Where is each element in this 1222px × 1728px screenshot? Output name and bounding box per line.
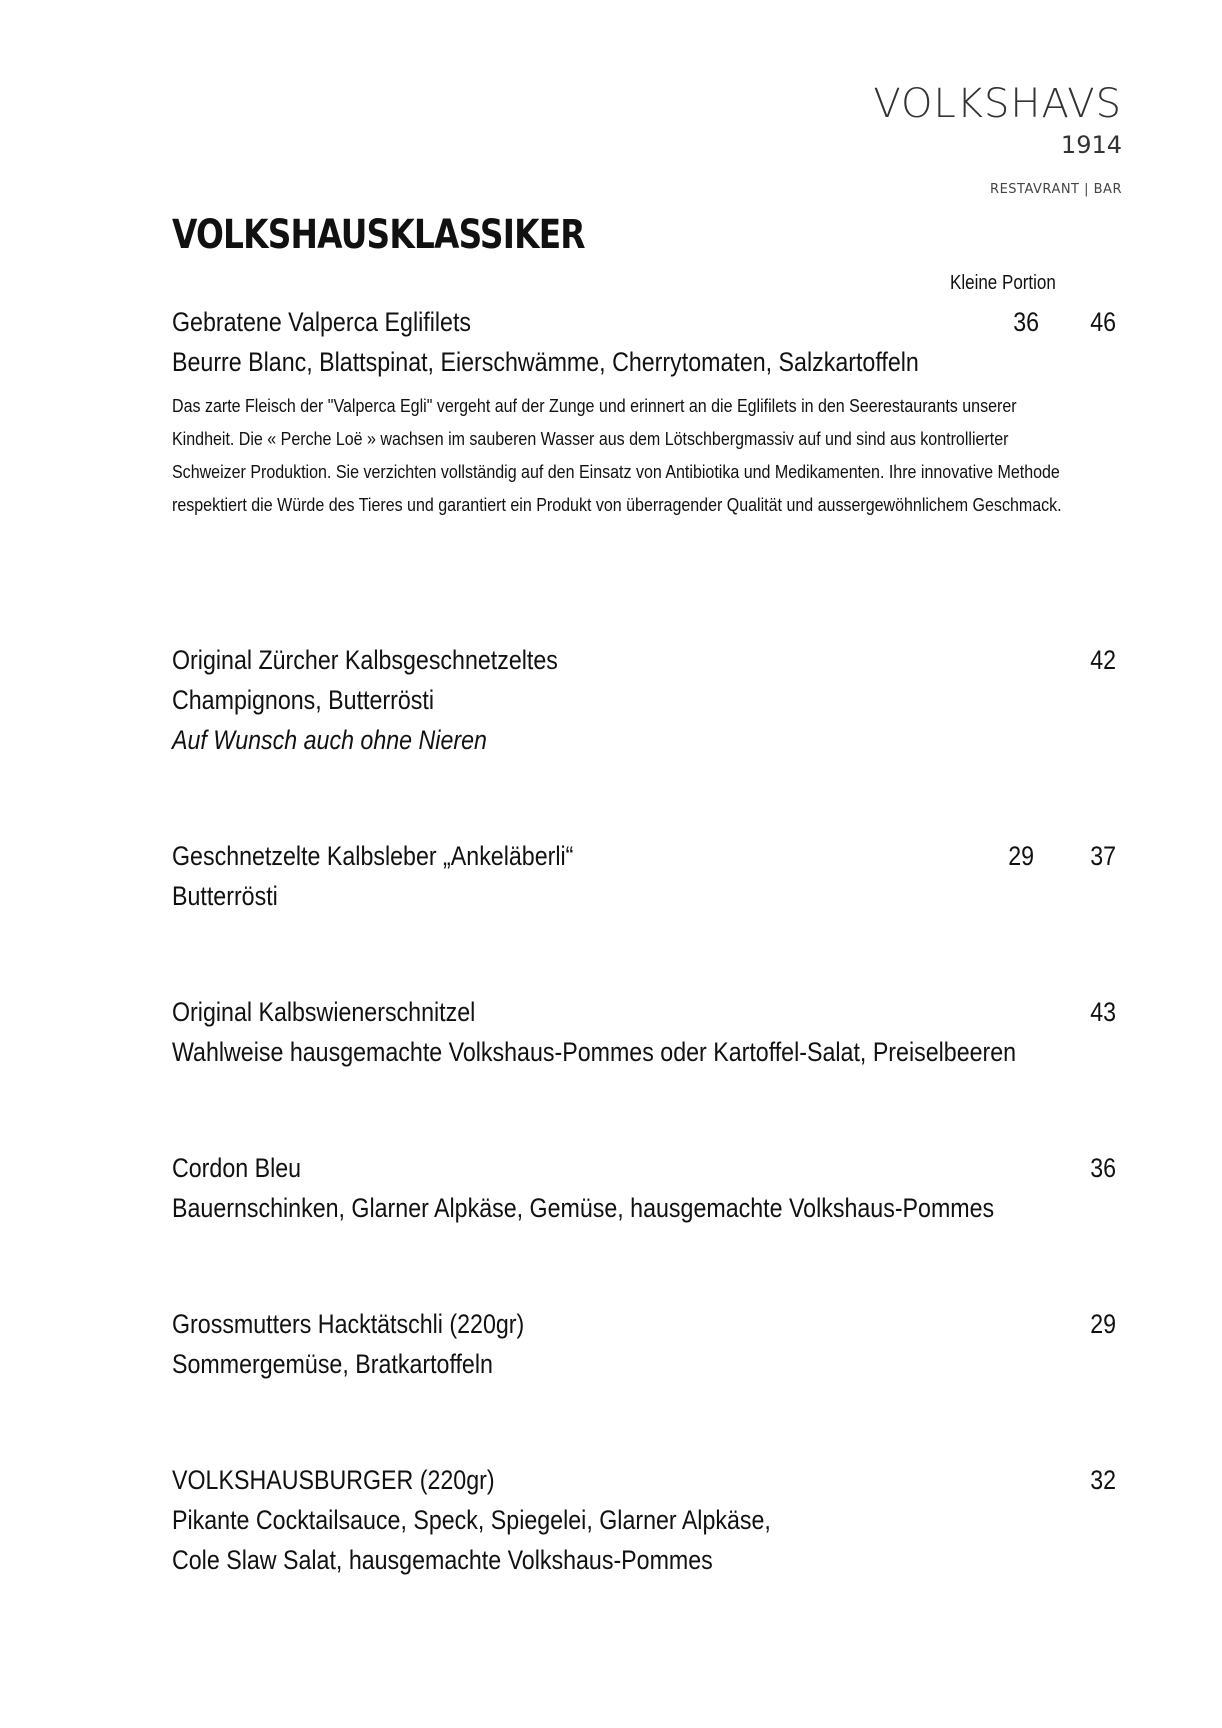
menu-item	[172, 992, 1132, 1072]
item-name: Geschnetzelte Kalbsleber „Ankeläberli“	[172, 841, 574, 871]
logo-year: 1914	[1060, 131, 1122, 159]
item-sides: Pikante Cocktailsauce, Speck, Spiegelei, Glarner Alpkäse,	[172, 1505, 771, 1535]
item-price: 37	[1090, 841, 1116, 871]
menu-item	[172, 302, 1132, 522]
menu-item	[172, 1304, 1132, 1384]
menu-item	[172, 1148, 1132, 1228]
item-name: Original Kalbswienerschnitzel	[172, 997, 476, 1027]
item-sides: Bauernschinken, Glarner Alpkäse, Gemüse, hausgemachte Volkshaus-Pommes	[172, 1193, 995, 1223]
item-name: Original Zürcher Kalbsgeschnetzeltes	[172, 645, 558, 675]
small-portion-header: Kleine Portion	[950, 272, 1056, 294]
menu-item	[172, 640, 1132, 760]
item-description: Das zarte Fleisch der "Valperca Egli" vergeht auf der Zunge und erinnert an die Eglifilets in den Seerestaurants unserer Kindheit. Die « Perche Loë » wachsen im sauberen Wasser aus dem Lötschbergmassiv auf und sind aus kontrollierter Schweizer Produktion. Sie verzichten vollständig auf den Einsatz von Antibiotika und Medikamenten. Ihre innovative Methode respektiert die Würde des Tieres und garantiert ein Produkt von überragender Qualität und aussergewöhnlichem Geschmack.	[172, 396, 1062, 515]
item-name: Grossmutters Hacktätschli (220gr)	[172, 1309, 525, 1339]
item-sides: Beurre Blanc, Blattspinat, Eierschwämme, Cherrytomaten, Salzkartoffeln	[172, 347, 919, 377]
item-sides: Wahlweise hausgemachte Volkshaus-Pommes oder Kartoffel-Salat, Preiselbeeren	[172, 1037, 1017, 1067]
item-price: 46	[1090, 307, 1116, 337]
item-price: 43	[1090, 997, 1116, 1027]
item-price-small: 36	[1013, 307, 1039, 337]
item-price-small: 29	[1008, 841, 1034, 871]
item-note: Auf Wunsch auch ohne Nieren	[172, 725, 487, 755]
item-name: Cordon Bleu	[172, 1153, 302, 1183]
page-title: VOLKSHAUSKLASSIKER	[172, 212, 585, 258]
item-sides: Sommergemüse, Bratkartoffeln	[172, 1349, 493, 1379]
item-name: Gebratene Valperca Eglifilets	[172, 307, 472, 337]
item-sides: Butterrösti	[172, 881, 278, 911]
item-price: 36	[1090, 1153, 1116, 1183]
item-price: 29	[1090, 1309, 1116, 1339]
menu-item	[172, 836, 1132, 916]
item-sides-continued: Cole Slaw Salat, hausgemachte Volkshaus-Pommes	[172, 1545, 713, 1575]
menu-item	[172, 1460, 1132, 1580]
restaurant-logo	[873, 82, 1122, 197]
item-name: VOLKSHAUSBURGER (220gr)	[172, 1465, 495, 1495]
item-sides: Champignons, Butterrösti	[172, 685, 435, 715]
item-price: 42	[1090, 645, 1116, 675]
item-price: 32	[1090, 1465, 1116, 1495]
logo-name: VOLKSHAVS	[873, 81, 1122, 127]
logo-subtitle: RESTAVRANT | BAR	[990, 182, 1122, 197]
